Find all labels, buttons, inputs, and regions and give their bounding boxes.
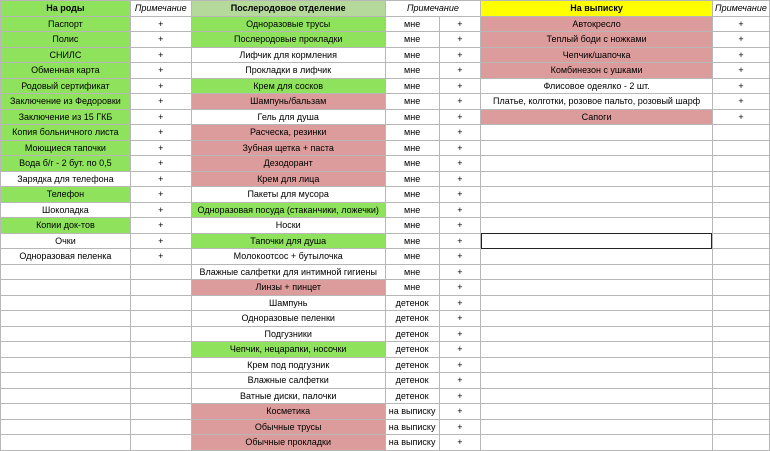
note-na-rody[interactable]: + bbox=[130, 63, 191, 79]
note-na-vypisku[interactable] bbox=[712, 373, 769, 389]
item-na-rody[interactable] bbox=[1, 326, 131, 342]
note-postrodovoe[interactable]: + bbox=[439, 109, 481, 125]
table-row bbox=[1, 326, 770, 342]
item-na-vypisku[interactable] bbox=[481, 249, 713, 265]
item-na-vypisku[interactable] bbox=[481, 233, 713, 249]
note-kому[interactable]: мне bbox=[385, 78, 439, 94]
item-na-vypisku[interactable] bbox=[481, 404, 713, 420]
item-na-rody[interactable]: Вода б/г - 2 бут. по 0,5 bbox=[1, 156, 131, 172]
item-na-vypisku[interactable] bbox=[481, 218, 713, 234]
note-postrodovoe[interactable]: + bbox=[439, 47, 481, 63]
note-na-vypisku[interactable]: + bbox=[712, 63, 769, 79]
item-postrodovoe[interactable]: Влажные салфетки для интимной гигиены bbox=[191, 264, 385, 280]
item-na-vypisku[interactable] bbox=[481, 326, 713, 342]
note-na-vypisku[interactable] bbox=[712, 357, 769, 373]
note-na-rody[interactable] bbox=[130, 373, 191, 389]
note-na-rody[interactable]: + bbox=[130, 125, 191, 141]
item-na-vypisku[interactable]: Платье, колготки, розовое пальто, розовый шарф bbox=[481, 94, 713, 110]
item-postrodovoe[interactable]: Влажные салфетки bbox=[191, 373, 385, 389]
note-postrodovoe[interactable]: + bbox=[439, 78, 481, 94]
header-note-b[interactable]: Примечание bbox=[385, 1, 481, 17]
note-na-vypisku[interactable] bbox=[712, 404, 769, 420]
note-postrodovoe[interactable]: + bbox=[439, 171, 481, 187]
note-postrodovoe[interactable]: + bbox=[439, 311, 481, 327]
note-kому[interactable]: детенок bbox=[385, 311, 439, 327]
note-postrodovoe[interactable]: + bbox=[439, 435, 481, 451]
note-na-vypisku[interactable] bbox=[712, 264, 769, 280]
note-kому[interactable]: мне bbox=[385, 109, 439, 125]
note-postrodovoe[interactable]: + bbox=[439, 295, 481, 311]
note-na-vypisku[interactable] bbox=[712, 295, 769, 311]
item-na-vypisku[interactable]: Чепчик/шапочка bbox=[481, 47, 713, 63]
note-na-vypisku[interactable] bbox=[712, 388, 769, 404]
note-kому[interactable]: мне bbox=[385, 156, 439, 172]
note-kому[interactable]: мне bbox=[385, 16, 439, 32]
table-row bbox=[1, 125, 770, 141]
item-na-vypisku[interactable] bbox=[481, 125, 713, 141]
note-postrodovoe[interactable]: + bbox=[439, 388, 481, 404]
note-na-rody[interactable]: + bbox=[130, 16, 191, 32]
note-kому[interactable]: мне bbox=[385, 264, 439, 280]
item-na-rody[interactable]: СНИЛС bbox=[1, 47, 131, 63]
note-postrodovoe[interactable]: + bbox=[439, 140, 481, 156]
note-postrodovoe[interactable]: + bbox=[439, 187, 481, 203]
note-na-rody[interactable] bbox=[130, 295, 191, 311]
note-na-rody[interactable] bbox=[130, 311, 191, 327]
note-kому[interactable]: мне bbox=[385, 218, 439, 234]
note-postrodovoe[interactable]: + bbox=[439, 63, 481, 79]
item-na-rody[interactable]: Очки bbox=[1, 233, 131, 249]
table-row bbox=[1, 404, 770, 420]
item-na-rody[interactable]: Заключение из Федоровки bbox=[1, 94, 131, 110]
item-na-rody[interactable] bbox=[1, 357, 131, 373]
note-postrodovoe[interactable]: + bbox=[439, 218, 481, 234]
item-na-vypisku[interactable]: Сапоги bbox=[481, 109, 713, 125]
note-kому[interactable]: мне bbox=[385, 187, 439, 203]
table-row bbox=[1, 63, 770, 79]
item-na-rody[interactable]: Паспорт bbox=[1, 16, 131, 32]
item-postrodovoe[interactable]: Крем для сосков bbox=[191, 78, 385, 94]
item-na-rody[interactable]: Телефон bbox=[1, 187, 131, 203]
table-row bbox=[1, 264, 770, 280]
item-postrodovoe[interactable]: Линзы + пинцет bbox=[191, 280, 385, 296]
table-row bbox=[1, 78, 770, 94]
item-postrodovoe[interactable]: Лифчик для кормления bbox=[191, 47, 385, 63]
item-na-rody[interactable]: Моющиеся тапочки bbox=[1, 140, 131, 156]
item-postrodovoe[interactable]: Шампунь bbox=[191, 295, 385, 311]
table-row bbox=[1, 16, 770, 32]
table-row bbox=[1, 311, 770, 327]
header-row bbox=[1, 1, 770, 17]
note-na-rody[interactable]: + bbox=[130, 233, 191, 249]
item-na-rody[interactable] bbox=[1, 264, 131, 280]
note-na-rody[interactable] bbox=[130, 404, 191, 420]
note-na-vypisku[interactable] bbox=[712, 171, 769, 187]
table-row bbox=[1, 171, 770, 187]
note-na-vypisku[interactable]: + bbox=[712, 78, 769, 94]
table-row bbox=[1, 156, 770, 172]
item-na-vypisku[interactable] bbox=[481, 140, 713, 156]
note-na-vypisku[interactable] bbox=[712, 218, 769, 234]
table-row bbox=[1, 435, 770, 451]
note-na-vypisku[interactable] bbox=[712, 249, 769, 265]
note-na-vypisku[interactable] bbox=[712, 202, 769, 218]
table-row bbox=[1, 109, 770, 125]
note-kому[interactable]: мне bbox=[385, 202, 439, 218]
note-postrodovoe[interactable]: + bbox=[439, 156, 481, 172]
item-na-rody[interactable] bbox=[1, 404, 131, 420]
note-kому[interactable]: на выписку bbox=[385, 419, 439, 435]
table-row bbox=[1, 280, 770, 296]
item-na-vypisku[interactable]: Флисовое одеялко - 2 шт. bbox=[481, 78, 713, 94]
note-na-rody[interactable] bbox=[130, 435, 191, 451]
note-kому[interactable]: детенок bbox=[385, 388, 439, 404]
note-kому[interactable]: мне bbox=[385, 125, 439, 141]
note-postrodovoe[interactable]: + bbox=[439, 342, 481, 358]
note-na-rody[interactable]: + bbox=[130, 94, 191, 110]
note-kому[interactable]: мне bbox=[385, 249, 439, 265]
note-kому[interactable]: мне bbox=[385, 280, 439, 296]
item-postrodovoe[interactable]: Крем для лица bbox=[191, 171, 385, 187]
item-postrodovoe[interactable]: Одноразовые трусы bbox=[191, 16, 385, 32]
note-postrodovoe[interactable]: + bbox=[439, 373, 481, 389]
item-postrodovoe[interactable]: Чепчик, нецарапки, носочки bbox=[191, 342, 385, 358]
note-na-vypisku[interactable] bbox=[712, 125, 769, 141]
item-na-vypisku[interactable] bbox=[481, 156, 713, 172]
note-postrodovoe[interactable]: + bbox=[439, 233, 481, 249]
note-na-vypisku[interactable] bbox=[712, 187, 769, 203]
note-na-rody[interactable] bbox=[130, 326, 191, 342]
note-kому[interactable]: мне bbox=[385, 140, 439, 156]
note-kому[interactable]: мне bbox=[385, 94, 439, 110]
header-na-rody[interactable]: На роды bbox=[1, 1, 131, 17]
note-na-rody[interactable]: + bbox=[130, 187, 191, 203]
note-na-vypisku[interactable] bbox=[712, 233, 769, 249]
note-postrodovoe[interactable]: + bbox=[439, 202, 481, 218]
item-postrodovoe[interactable]: Носки bbox=[191, 218, 385, 234]
note-kому[interactable]: мне bbox=[385, 233, 439, 249]
item-na-rody[interactable]: Одноразовая пеленка bbox=[1, 249, 131, 265]
item-na-vypisku[interactable]: Комбинезон с ушками bbox=[481, 63, 713, 79]
item-na-rody[interactable] bbox=[1, 388, 131, 404]
item-na-vypisku[interactable] bbox=[481, 187, 713, 203]
item-na-rody[interactable]: Копии док-тов bbox=[1, 218, 131, 234]
item-postrodovoe[interactable]: Косметика bbox=[191, 404, 385, 420]
item-na-rody[interactable] bbox=[1, 311, 131, 327]
header-na-vypisku[interactable]: На выписку bbox=[481, 1, 713, 17]
note-kому[interactable]: детенок bbox=[385, 295, 439, 311]
item-na-vypisku[interactable]: Автокресло bbox=[481, 16, 713, 32]
item-na-rody[interactable] bbox=[1, 373, 131, 389]
note-kому[interactable]: мне bbox=[385, 32, 439, 48]
table-row bbox=[1, 202, 770, 218]
note-na-rody[interactable]: + bbox=[130, 140, 191, 156]
item-postrodovoe[interactable]: Пакеты для мусора bbox=[191, 187, 385, 203]
note-na-vypisku[interactable] bbox=[712, 342, 769, 358]
item-postrodovoe[interactable]: Расческа, резинки bbox=[191, 125, 385, 141]
item-na-vypisku[interactable] bbox=[481, 280, 713, 296]
note-na-rody[interactable] bbox=[130, 419, 191, 435]
note-na-vypisku[interactable]: + bbox=[712, 94, 769, 110]
note-na-rody[interactable] bbox=[130, 388, 191, 404]
note-na-vypisku[interactable] bbox=[712, 140, 769, 156]
table-row bbox=[1, 32, 770, 48]
item-na-vypisku[interactable] bbox=[481, 342, 713, 358]
note-na-vypisku[interactable]: + bbox=[712, 16, 769, 32]
note-na-rody[interactable]: + bbox=[130, 78, 191, 94]
note-kому[interactable]: детенок bbox=[385, 342, 439, 358]
note-na-vypisku[interactable] bbox=[712, 326, 769, 342]
item-na-vypisku[interactable] bbox=[481, 373, 713, 389]
item-na-rody[interactable]: Родовый сертификат bbox=[1, 78, 131, 94]
note-na-vypisku[interactable]: + bbox=[712, 47, 769, 63]
table-row bbox=[1, 295, 770, 311]
note-postrodovoe[interactable]: + bbox=[439, 419, 481, 435]
item-postrodovoe[interactable]: Подгузники bbox=[191, 326, 385, 342]
note-postrodovoe[interactable]: + bbox=[439, 326, 481, 342]
item-na-vypisku[interactable] bbox=[481, 171, 713, 187]
item-postrodovoe[interactable]: Молокоотсос + бутылочка bbox=[191, 249, 385, 265]
table-row bbox=[1, 357, 770, 373]
note-na-vypisku[interactable] bbox=[712, 435, 769, 451]
note-kому[interactable]: мне bbox=[385, 63, 439, 79]
item-na-rody[interactable]: Заключение из 15 ГКБ bbox=[1, 109, 131, 125]
note-na-rody[interactable]: + bbox=[130, 171, 191, 187]
item-postrodovoe[interactable]: Гель для душа bbox=[191, 109, 385, 125]
header-note-a[interactable]: Примечание bbox=[130, 1, 191, 17]
item-na-rody[interactable]: Обменная карта bbox=[1, 63, 131, 79]
item-na-rody[interactable]: Зарядка для телефона bbox=[1, 171, 131, 187]
item-na-rody[interactable] bbox=[1, 280, 131, 296]
table-row bbox=[1, 419, 770, 435]
table-row bbox=[1, 218, 770, 234]
header-note-c[interactable]: Примечание bbox=[712, 1, 769, 17]
item-postrodovoe[interactable]: Крем под подгузник bbox=[191, 357, 385, 373]
note-postrodovoe[interactable]: + bbox=[439, 404, 481, 420]
note-kому[interactable]: мне bbox=[385, 47, 439, 63]
table-row bbox=[1, 342, 770, 358]
note-kому[interactable]: детенок bbox=[385, 357, 439, 373]
note-postrodovoe[interactable]: + bbox=[439, 264, 481, 280]
note-na-vypisku[interactable] bbox=[712, 280, 769, 296]
item-postrodovoe[interactable]: Обычные трусы bbox=[191, 419, 385, 435]
item-postrodovoe[interactable]: Ватные диски, палочки bbox=[191, 388, 385, 404]
item-na-rody[interactable]: Шоколадка bbox=[1, 202, 131, 218]
header-postrodovoe[interactable]: Послеродовое отделение bbox=[191, 1, 385, 17]
note-kому[interactable]: детенок bbox=[385, 326, 439, 342]
item-na-rody[interactable] bbox=[1, 435, 131, 451]
note-kому[interactable]: детенок bbox=[385, 373, 439, 389]
note-postrodovoe[interactable]: + bbox=[439, 280, 481, 296]
note-postrodovoe[interactable]: + bbox=[439, 249, 481, 265]
note-postrodovoe[interactable]: + bbox=[439, 125, 481, 141]
note-kому[interactable]: мне bbox=[385, 171, 439, 187]
item-postrodovoe[interactable]: Зубная щетка + паста bbox=[191, 140, 385, 156]
note-na-rody[interactable]: + bbox=[130, 32, 191, 48]
item-na-rody[interactable]: Копия больничного листа bbox=[1, 125, 131, 141]
note-postrodovoe[interactable]: + bbox=[439, 16, 481, 32]
note-na-rody[interactable] bbox=[130, 342, 191, 358]
note-na-rody[interactable] bbox=[130, 280, 191, 296]
item-postrodovoe[interactable]: Тапочки для душа bbox=[191, 233, 385, 249]
item-na-vypisku[interactable] bbox=[481, 388, 713, 404]
item-na-vypisku[interactable] bbox=[481, 295, 713, 311]
table-row bbox=[1, 47, 770, 63]
item-postrodovoe[interactable]: Прокладки в лифчик bbox=[191, 63, 385, 79]
note-na-rody[interactable] bbox=[130, 264, 191, 280]
note-na-vypisku[interactable] bbox=[712, 311, 769, 327]
note-na-vypisku[interactable] bbox=[712, 156, 769, 172]
note-postrodovoe[interactable]: + bbox=[439, 357, 481, 373]
item-na-vypisku[interactable] bbox=[481, 357, 713, 373]
table-row bbox=[1, 373, 770, 389]
item-na-rody[interactable]: Полис bbox=[1, 32, 131, 48]
note-na-rody[interactable]: + bbox=[130, 156, 191, 172]
table-row bbox=[1, 140, 770, 156]
item-postrodovoe[interactable]: Обычные прокладки bbox=[191, 435, 385, 451]
note-na-vypisku[interactable]: + bbox=[712, 32, 769, 48]
table-row bbox=[1, 233, 770, 249]
table-row bbox=[1, 187, 770, 203]
note-kому[interactable]: на выписку bbox=[385, 435, 439, 451]
note-na-rody[interactable]: + bbox=[130, 109, 191, 125]
note-na-vypisku[interactable] bbox=[712, 419, 769, 435]
item-postrodovoe[interactable]: Шампунь/бальзам bbox=[191, 94, 385, 110]
note-na-rody[interactable]: + bbox=[130, 218, 191, 234]
item-na-vypisku[interactable] bbox=[481, 311, 713, 327]
item-na-rody[interactable] bbox=[1, 295, 131, 311]
note-na-vypisku[interactable]: + bbox=[712, 109, 769, 125]
item-postrodovoe[interactable]: Дезодорант bbox=[191, 156, 385, 172]
note-na-rody[interactable] bbox=[130, 357, 191, 373]
item-na-vypisku[interactable] bbox=[481, 419, 713, 435]
note-kому[interactable]: на выписку bbox=[385, 404, 439, 420]
item-na-rody[interactable] bbox=[1, 342, 131, 358]
table-row bbox=[1, 249, 770, 265]
table-row bbox=[1, 94, 770, 110]
item-postrodovoe[interactable]: Послеродовые прокладки bbox=[191, 32, 385, 48]
item-postrodovoe[interactable]: Одноразовые пеленки bbox=[191, 311, 385, 327]
table-row bbox=[1, 388, 770, 404]
item-postrodovoe[interactable]: Одноразовая посуда (стаканчики, ложечки) bbox=[191, 202, 385, 218]
note-postrodovoe[interactable]: + bbox=[439, 94, 481, 110]
note-na-rody[interactable]: + bbox=[130, 249, 191, 265]
item-na-vypisku[interactable] bbox=[481, 202, 713, 218]
note-na-rody[interactable]: + bbox=[130, 202, 191, 218]
note-postrodovoe[interactable]: + bbox=[439, 32, 481, 48]
item-na-rody[interactable] bbox=[1, 419, 131, 435]
item-na-vypisku[interactable] bbox=[481, 435, 713, 451]
note-na-rody[interactable]: + bbox=[130, 47, 191, 63]
item-na-vypisku[interactable] bbox=[481, 264, 713, 280]
item-na-vypisku[interactable]: Теплый боди с ножками bbox=[481, 32, 713, 48]
